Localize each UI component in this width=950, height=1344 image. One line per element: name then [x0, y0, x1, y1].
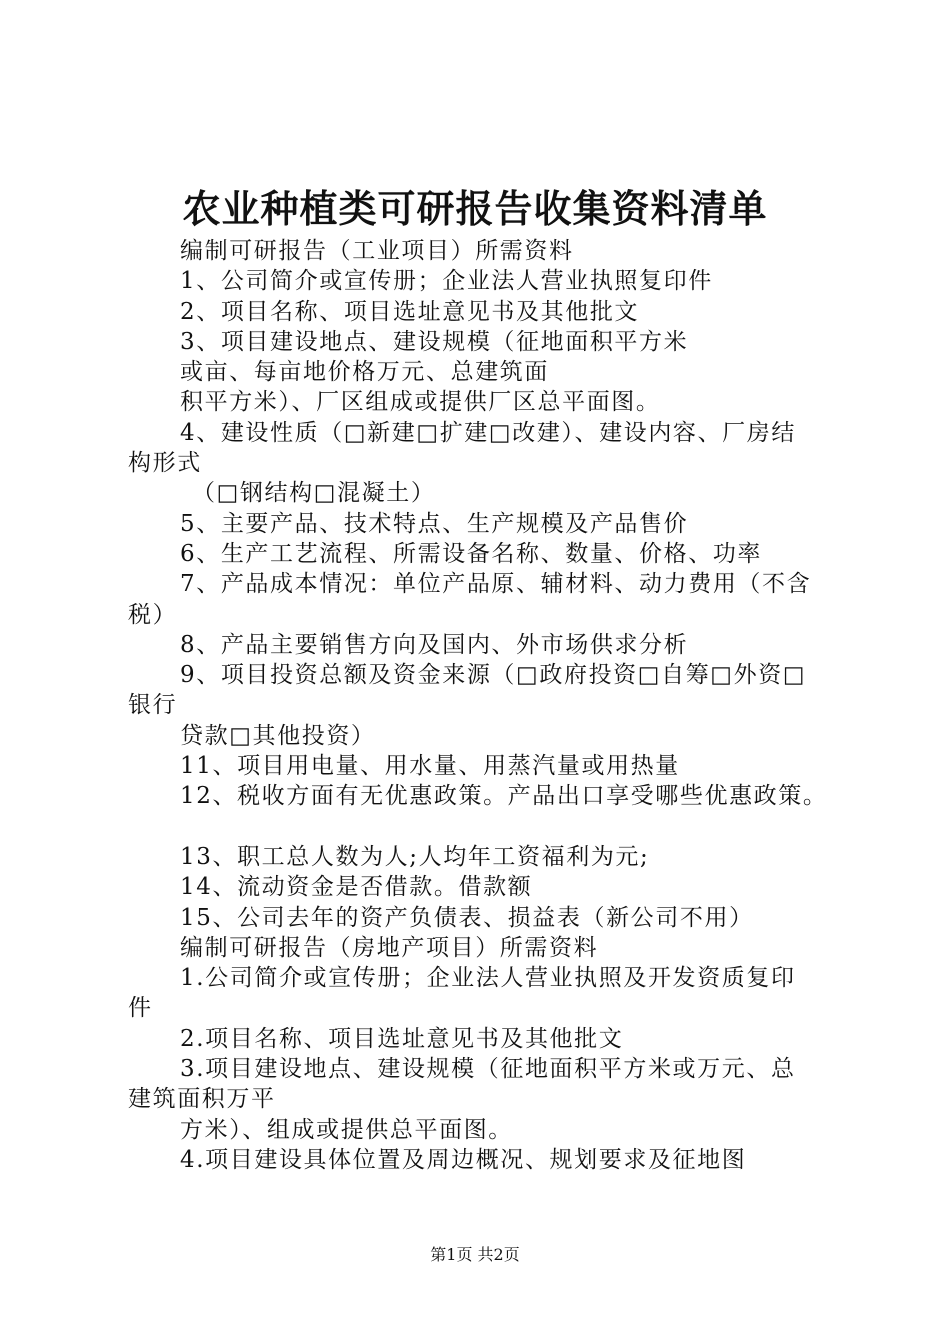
list-item-continuation: 银行 — [128, 692, 178, 719]
list-item-continuation: 或亩、每亩地价格万元、总建筑面 — [180, 359, 549, 386]
list-item: 5、主要产品、技术特点、生产规模及产品售价 — [180, 510, 689, 537]
document-title: 农业种植类可研报告收集资料清单 — [182, 186, 768, 231]
list-item: 14、流动资金是否借款。借款额 — [180, 874, 533, 901]
section-heading-real-estate: 编制可研报告（房地产项目）所需资料 — [180, 934, 599, 961]
list-item-continuation: 建筑面积万平 — [128, 1086, 276, 1113]
list-item: 13、职工总人数为人;人均年工资福利为元; — [180, 843, 650, 870]
list-item-continuation: 构形式 — [128, 450, 202, 477]
list-item: 6、生产工艺流程、所需设备名称、数量、价格、功率 — [180, 540, 763, 567]
list-item-continuation: 税） — [128, 601, 178, 628]
list-item: 3.项目建设地点、建设规模（征地面积平方米或万元、总 — [180, 1056, 796, 1083]
list-item-continuation: （□钢结构□混凝土） — [192, 480, 436, 507]
list-item: 2.项目名称、项目选址意见书及其他批文 — [180, 1025, 624, 1052]
list-item: 15、公司去年的资产负债表、损益表（新公司不用） — [180, 904, 754, 931]
list-item: 8、产品主要销售方向及国内、外市场供求分析 — [180, 631, 689, 658]
section-heading-industrial: 编制可研报告（工业项目）所需资料 — [180, 238, 574, 264]
list-item: 3、项目建设地点、建设规模（征地面积平方米 — [180, 328, 689, 355]
list-item-continuation: 件 — [128, 995, 153, 1022]
list-item-continuation: 贷款□其他投资） — [180, 722, 376, 749]
list-item: 2、项目名称、项目选址意见书及其他批文 — [180, 298, 640, 325]
list-item: 1、公司简介或宣传册；企业法人营业执照复印件 — [180, 268, 713, 295]
list-item: 7、产品成本情况：单位产品原、辅材料、动力费用（不含 — [180, 571, 812, 598]
page-footer: 第1页 共2页 — [430, 1245, 520, 1264]
list-item: 4、建设性质（□新建□扩建□改建）、建设内容、厂房结 — [180, 419, 796, 446]
list-item: 9、项目投资总额及资金来源（□政府投资□自筹□外资□ — [180, 662, 807, 689]
blank-line — [128, 812, 836, 842]
list-item: 12、税收方面有无优惠政策。产品出口享受哪些优惠政策。 — [180, 783, 828, 810]
list-item: 4.项目建设具体位置及周边概况、规划要求及征地图 — [180, 1146, 747, 1173]
list-item: 1.公司简介或宣传册；企业法人营业执照及开发资质复印 — [180, 965, 796, 992]
document-body — [128, 236, 836, 1175]
list-item-continuation: 方米）、组成或提供总平面图。 — [180, 1116, 513, 1143]
list-item: 11、项目用电量、用水量、用蒸汽量或用热量 — [180, 753, 680, 780]
list-item-continuation: 积平方米）、厂区组成或提供厂区总平面图。 — [180, 389, 661, 416]
